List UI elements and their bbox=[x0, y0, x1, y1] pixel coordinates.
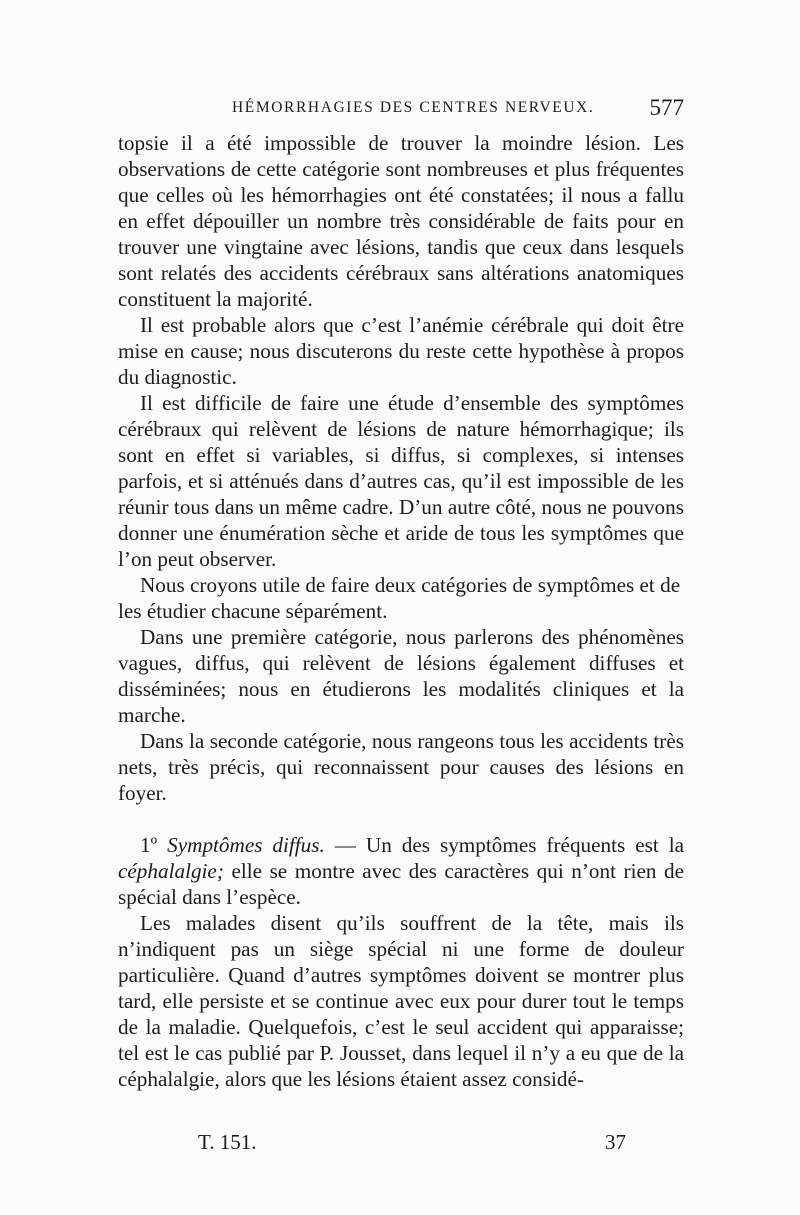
section-term: céphalalgie; bbox=[118, 859, 224, 883]
paragraph-first-category: Dans une première catégorie, nous parlerons des phénomènes vagues, diffus, qui relèvent de lésions également diffuses et disséminées; nous en étudierons les modalités cliniques et la marche. bbox=[118, 625, 684, 727]
page-header bbox=[118, 95, 684, 125]
paragraph-headache: Les malades disent qu’ils souffrent de la tête, mais ils n’indiquent pas un siège spécial ni une forme de douleur particulière. Quand d’autres symptômes doivent se montrer plus tard, elle persiste et se continue avec eux pour durer tout le temps de la maladie. Quelquefois, c’est le seul accident qui apparaisse; tel est le cas publié par P. Jousset, dans lequel il n’y a eu que de la céphalalgie, alors que les lésions étaient assez considé- bbox=[118, 911, 684, 1091]
paragraph-continuation: topsie il a été impossible de trouver la moindre lésion. Les observations de cette catégorie sont nombreuses et plus fréquentes que celles où les hémorrhagies ont été constatées; il nous a fallu en effet dépouiller un nombre très considérable de faits pour en trouver une vingtaine avec lésions, tandis que ceux dans lesquels sont relatés des accidents cérébraux sans altérations anatomiques constituent la majorité. bbox=[118, 131, 684, 311]
section-title: Symptômes diffus. bbox=[167, 833, 325, 857]
volume-mark: T. 151. bbox=[198, 1130, 257, 1154]
paragraph-difficulty: Il est difficile de faire une étude d’ensemble des symptômes cérébraux qui relèvent de lésions de nature hémorrhagique; ils sont en effet si variables, si diffus, si complexes, si intenses parfois, et si atténués dans d’autres cas, qu’il est impossible de les réunir tous dans un même cadre. D’un autre côté, nous ne pouvons donner une énumération sèche et aride de tous les symptômes que l’on peut observer. bbox=[118, 391, 684, 571]
page-footer bbox=[118, 1130, 684, 1160]
running-title: HÉMORRHAGIES DES CENTRES NERVEUX. bbox=[232, 99, 595, 116]
section-number: 1º bbox=[140, 833, 158, 857]
section-intro: — Un des symptômes fréquents est la bbox=[324, 833, 685, 857]
signature-mark: 37 bbox=[605, 1130, 626, 1154]
body-text bbox=[118, 130, 684, 1092]
section-rest: elle se montre avec des caractères qui n’ont rien de spécial dans l’espèce. bbox=[118, 859, 684, 909]
paragraph-two-categories: Nous croyons utile de faire deux catégories de symptômes et de les étudier chacune séparément. bbox=[118, 573, 681, 623]
page-number: 577 bbox=[649, 95, 684, 120]
paragraph-anemia: Il est probable alors que c’est l’anémie cérébrale qui doit être mise en cause; nous discuterons du reste cette hypothèse à propos du diagnostic. bbox=[118, 313, 684, 389]
paragraph-second-category: Dans la seconde catégorie, nous rangeons tous les accidents très nets, très précis, qui reconnaissent pour causes des lésions en foyer. bbox=[118, 729, 684, 805]
section-diffuse-symptoms bbox=[118, 832, 684, 910]
